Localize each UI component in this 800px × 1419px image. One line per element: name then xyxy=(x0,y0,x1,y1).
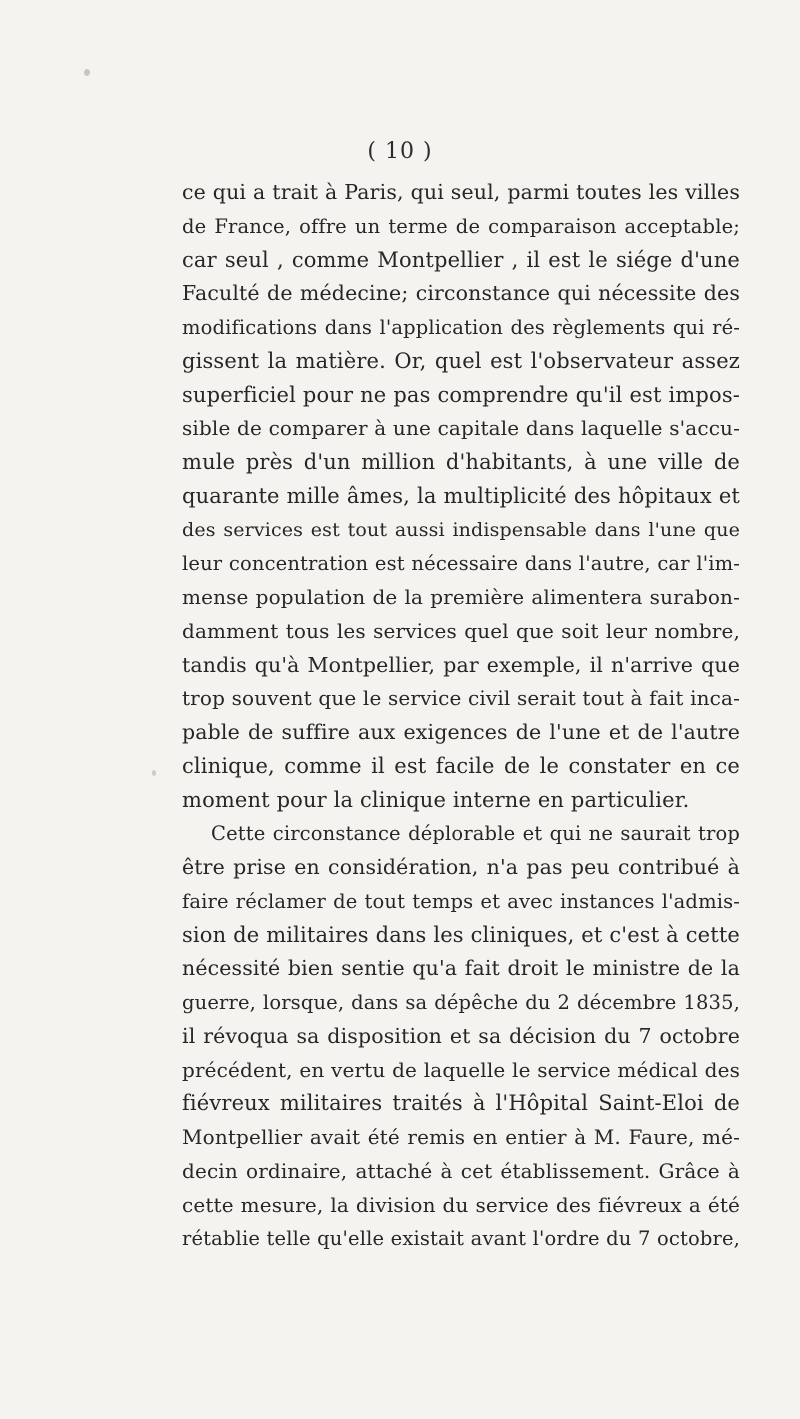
text-line: pable de suffire aux exigences de l'une et de l'autre xyxy=(182,720,740,744)
text-line: trop souvent que le service civil serait tout à fait inca- xyxy=(182,686,740,711)
text-line: sible de comparer à une capitale dans laquelle s'accu- xyxy=(182,416,740,441)
text-line: guerre, lorsque, dans sa dépêche du 2 décembre 1835, xyxy=(182,991,740,1014)
text-line: faire réclamer de tout temps et avec instances l'admis- xyxy=(182,889,740,913)
page-number: ( 10 ) xyxy=(367,139,433,164)
body-text xyxy=(182,176,740,1256)
text-line: rétablie telle qu'elle existait avant l'ordre du 7 octobre, xyxy=(182,1227,740,1251)
text-line: ce qui a trait à Paris, qui seul, parmi toutes les villes xyxy=(182,180,740,204)
text-line: nécessité bien sentie qu'a fait droit le ministre de la xyxy=(182,956,740,981)
text-line: damment tous les services quel que soit leur nombre, xyxy=(182,618,740,643)
text-line: clinique, comme il est facile de le constater en ce xyxy=(182,753,740,778)
text-line: fiévreux militaires traités à l'Hôpital Saint-Eloi de xyxy=(182,1091,740,1116)
text-line: modifications dans l'application des règlements qui ré- xyxy=(182,316,740,339)
text-line: sion de militaires dans les cliniques, et c'est à cette xyxy=(182,922,740,947)
text-line: Montpellier avait été remis en entier à M. Faure, mé- xyxy=(182,1125,740,1149)
text-line: leur concentration est nécessaire dans l'autre, car l'im- xyxy=(182,552,740,576)
text-line: superficiel pour ne pas comprendre qu'il est impos- xyxy=(182,382,740,407)
text-line: decin ordinaire, attaché à cet établissement. Grâce à xyxy=(182,1158,740,1183)
text-line: être prise en considération, n'a pas peu contribué à xyxy=(182,855,740,879)
text-line: des services est tout aussi indispensable dans l'une que xyxy=(182,518,740,541)
paragraph-end-line: moment pour la clinique interne en particulier. xyxy=(182,787,690,812)
paper-speck xyxy=(152,770,156,776)
text-line: mule près d'un million d'habitants, à une ville de xyxy=(182,450,740,474)
paragraph-start-line: Cette circonstance déplorable et qui ne saurait trop xyxy=(211,822,740,846)
text-line: car seul , comme Montpellier , il est le siége d'une xyxy=(182,247,740,272)
text-line: de France, offre un terme de comparaison acceptable; xyxy=(182,214,740,238)
text-line: mense population de la première alimentera surabon- xyxy=(182,585,740,609)
text-line: quarante mille âmes, la multiplicité des hôpitaux et xyxy=(182,483,740,508)
paper-speck xyxy=(84,69,90,76)
text-line: précédent, en vertu de laquelle le service médical des xyxy=(182,1057,740,1082)
text-line: cette mesure, la division du service des fiévreux a été xyxy=(182,1192,740,1217)
text-line: tandis qu'à Montpellier, par exemple, il n'arrive que xyxy=(182,652,740,677)
text-line: il révoqua sa disposition et sa décision du 7 octobre xyxy=(182,1023,740,1048)
text-line: Faculté de médecine; circonstance qui nécessite des xyxy=(182,281,740,306)
text-line: gissent la matière. Or, quel est l'observateur assez xyxy=(182,348,740,373)
